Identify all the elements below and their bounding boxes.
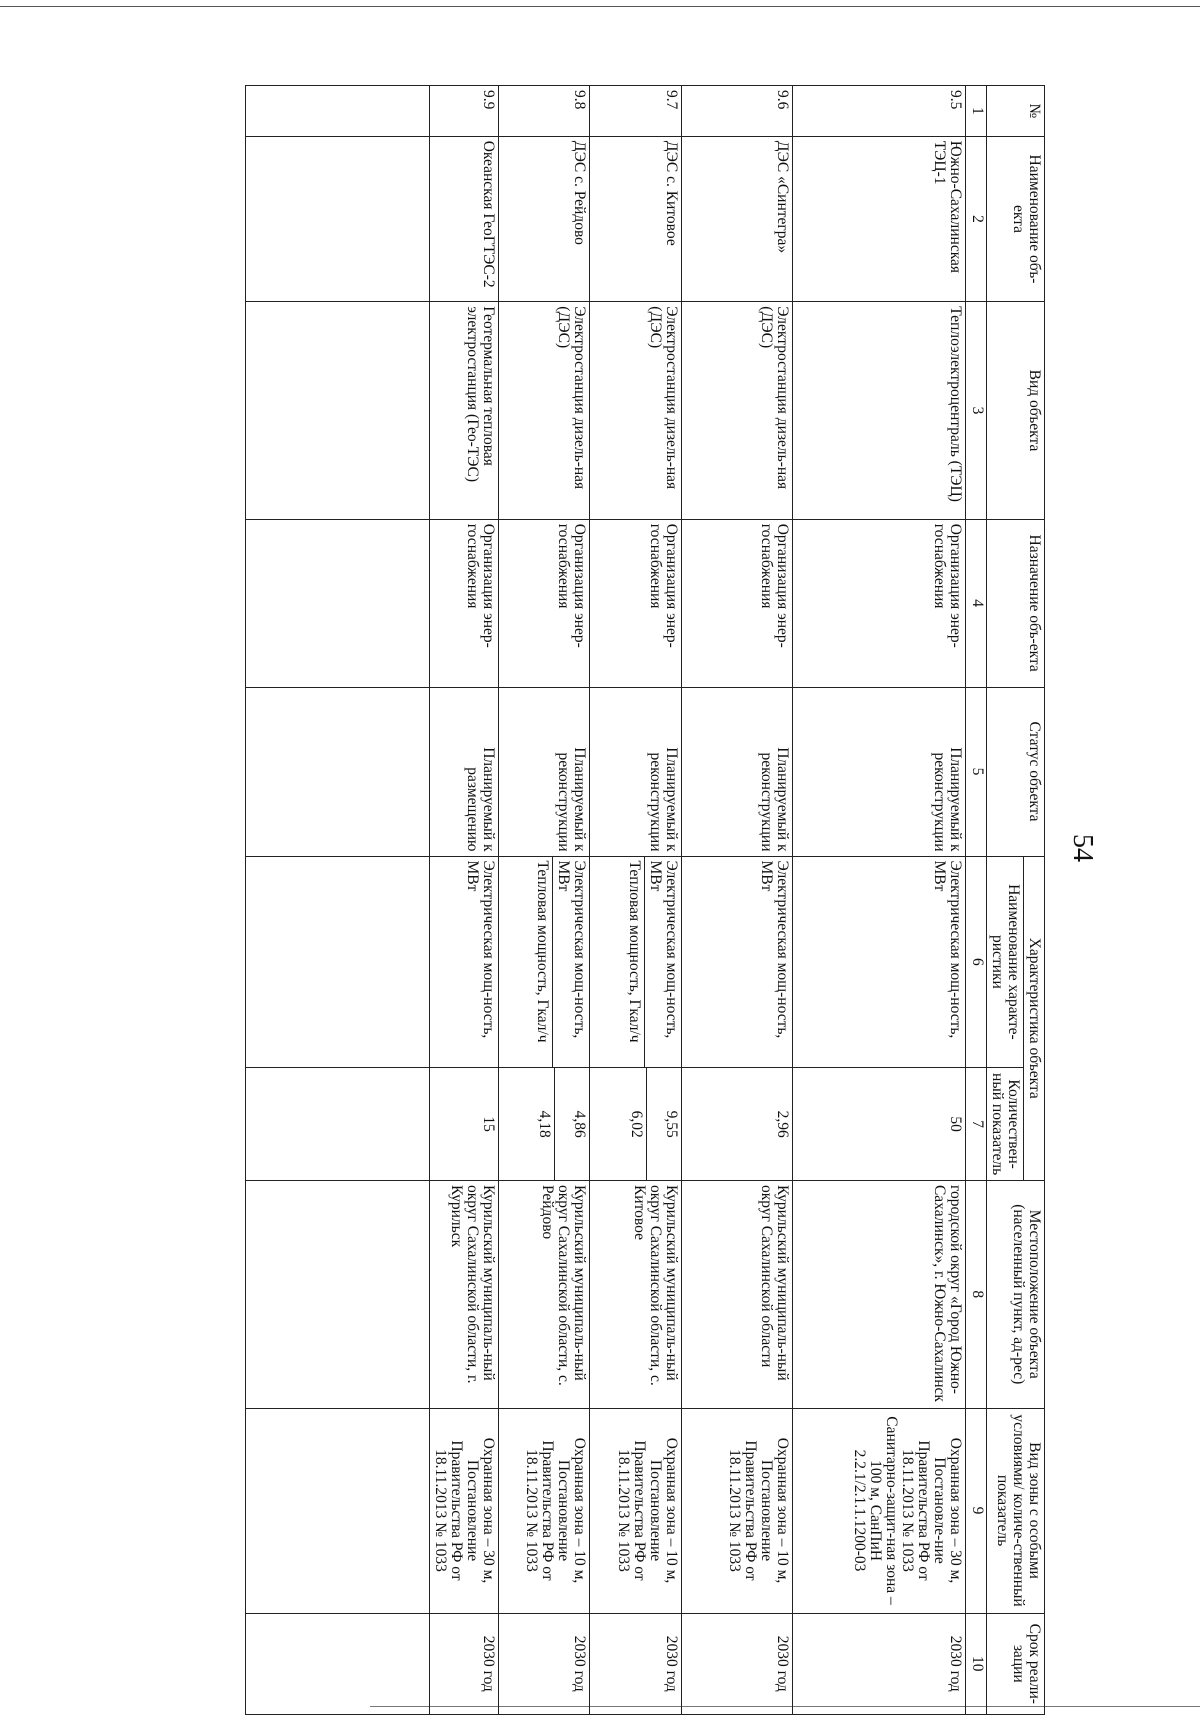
- cell-purpose: Организация энер-госнабжения: [793, 519, 966, 687]
- header-char-value: Количествен-ный показатель: [987, 1068, 1024, 1181]
- cell-char-name: [590, 856, 682, 1068]
- header-num: №: [987, 86, 1045, 137]
- header-type: Вид объекта: [987, 302, 1045, 519]
- cell-purpose: Организация энер-госнабжения: [590, 519, 682, 687]
- cell-num: 9.6: [682, 86, 793, 137]
- cell-type: Электростанция дизель-ная (ДЭС): [590, 302, 682, 519]
- cell-term: 2030 год: [590, 1613, 682, 1714]
- cell-location: Курильский муниципаль-ный округ Сахалинской области, с. Китовое: [590, 1180, 682, 1408]
- column-number: 2: [966, 136, 987, 302]
- cell-location: городской округ «Город Южно-Сахалинск», г. Южно-Сахалинск: [793, 1180, 966, 1408]
- char-value-secondary: 6,02: [628, 1068, 647, 1180]
- char-name-primary: Электрическая мощ-ность, МВт: [555, 860, 588, 1039]
- cell-char-name: Электрическая мощ-ность, МВт: [682, 856, 793, 1068]
- header-status: Статус объекта: [987, 687, 1045, 856]
- column-number: 9: [966, 1408, 987, 1613]
- table-body: [246, 86, 966, 1715]
- cell-status: Планируемый к реконструкции: [682, 687, 793, 856]
- empty-cell: [246, 136, 430, 302]
- empty-cell: [246, 1408, 430, 1613]
- cell-num: 9.8: [499, 86, 590, 137]
- column-number: 10: [966, 1613, 987, 1714]
- column-number: 7: [966, 1068, 987, 1181]
- char-name-primary: Электрическая мощ-ность, МВт: [647, 860, 680, 1039]
- char-name-secondary: Тепловая мощность, Гкал/ч: [534, 857, 553, 1068]
- cell-term: 2030 год: [793, 1613, 966, 1714]
- column-number: 6: [966, 856, 987, 1068]
- cell-zone: Охранная зона – 10 м, Постановление Правительства РФ от 18.11.2013 № 1033: [682, 1408, 793, 1613]
- table-row: [590, 86, 682, 1715]
- empty-cell: [246, 302, 430, 519]
- cell-status: Планируемый к реконструкции: [793, 687, 966, 856]
- page-number: 54: [1067, 834, 1098, 862]
- cell-location: Курильский муниципаль-ный округ Сахалинской области, г. Курильск: [430, 1180, 499, 1408]
- cell-status: Планируемый к реконструкции: [590, 687, 682, 856]
- cell-name: Южно-Сахалинская ТЭЦ-1: [793, 136, 966, 302]
- cell-location: Курильский муниципаль-ный округ Сахалинской области: [682, 1180, 793, 1408]
- facility-register-table: [245, 85, 1045, 1715]
- char-value-primary: 9,55: [663, 1110, 680, 1138]
- cell-name: ДЭС «Синтегра»: [682, 136, 793, 302]
- cell-char-value: [590, 1068, 682, 1181]
- cell-type: Электростанция дизель-ная (ДЭС): [682, 302, 793, 519]
- table-header: [966, 86, 1045, 1715]
- cell-name: ДЭС с. Китовое: [590, 136, 682, 302]
- table-row: [430, 86, 499, 1715]
- cell-char-value: 50: [793, 1068, 966, 1181]
- cell-char-value: 2,96: [682, 1068, 793, 1181]
- header-zone: Вид зоны с особыми условиями/ количе-ственный показатель: [987, 1408, 1045, 1613]
- cell-char-name: Электрическая мощ-ность, МВт: [793, 856, 966, 1068]
- cell-term: 2030 год: [682, 1613, 793, 1714]
- cell-num: 9.7: [590, 86, 682, 137]
- scan-edge-top: [0, 6, 1200, 7]
- empty-cell: [246, 1180, 430, 1408]
- cell-char-value: 15: [430, 1068, 499, 1181]
- cell-term: 2030 год: [430, 1613, 499, 1714]
- header-char-name: Наименование характе-ристики: [987, 856, 1024, 1068]
- cell-name: ДЭС с. Рейдово: [499, 136, 590, 302]
- cell-purpose: Организация энер-госнабжения: [430, 519, 499, 687]
- cell-type: Геотермальная тепловая электростанция (Гео-ТЭС): [430, 302, 499, 519]
- empty-cell: [246, 86, 430, 137]
- column-number: 3: [966, 302, 987, 519]
- rotated-table-container: [245, 85, 1045, 1715]
- cell-status: Планируемый к реконструкции: [499, 687, 590, 856]
- cell-status: Планируемый к размещению: [430, 687, 499, 856]
- column-number: 1: [966, 86, 987, 137]
- empty-cell: [246, 856, 430, 1068]
- cell-num: 9.9: [430, 86, 499, 137]
- cell-name: Океанская ГеоГТЭС-2: [430, 136, 499, 302]
- header-location: Местоположение объекта (населенный пункт, ад-рес): [987, 1180, 1045, 1408]
- cell-char-name: [499, 856, 590, 1068]
- empty-cell: [246, 519, 430, 687]
- header-term: Срок реали-зации: [987, 1613, 1045, 1714]
- cell-zone: Охранная зона – 30 м, Постановле-ние Правительства РФ от 18.11.2013 № 1033 Санитарно-защит-ная зона – 100 м, СанПиН 2.2.1/2.1.1.1200-03: [793, 1408, 966, 1613]
- table-row: [499, 86, 590, 1715]
- header-purpose: Назначение объ-екта: [987, 519, 1045, 687]
- cell-type: Электростанция дизель-ная (ДЭС): [499, 302, 590, 519]
- cell-zone: Охранная зона – 10 м, Постановление Правительства РФ от 18.11.2013 № 1033: [590, 1408, 682, 1613]
- cell-num: 9.5: [793, 86, 966, 137]
- table-row-empty: [246, 86, 430, 1715]
- cell-term: 2030 год: [499, 1613, 590, 1714]
- empty-cell: [246, 1068, 430, 1181]
- column-number: 8: [966, 1180, 987, 1408]
- cell-location: Курильский муниципаль-ный округ Сахалинской области, с. Рейдово: [499, 1180, 590, 1408]
- cell-type: Теплоэлектроцентраль (ТЭЦ): [793, 302, 966, 519]
- cell-char-value: [499, 1068, 590, 1181]
- cell-zone: Охранная зона – 10 м, Постановление Правительства РФ от 18.11.2013 № 1033: [499, 1408, 590, 1613]
- cell-zone: Охранная зона – 30 м, Постановление Правительства РФ от 18.11.2013 № 1033: [430, 1408, 499, 1613]
- header-characteristics: Характеристика объекта: [1024, 856, 1045, 1180]
- header-name: Наименование объ-екта: [987, 136, 1045, 302]
- empty-cell: [246, 687, 430, 856]
- cell-purpose: Организация энер-госнабжения: [682, 519, 793, 687]
- char-name-secondary: Тепловая мощность, Гкал/ч: [626, 857, 645, 1068]
- char-value-secondary: 4,18: [536, 1068, 555, 1180]
- char-value-primary: 4,86: [571, 1110, 588, 1138]
- column-number: 4: [966, 519, 987, 687]
- cell-purpose: Организация энер-госнабжения: [499, 519, 590, 687]
- table-row: [793, 86, 966, 1715]
- table-row: [682, 86, 793, 1715]
- column-number: 5: [966, 687, 987, 856]
- empty-cell: [246, 1613, 430, 1714]
- column-number-row: [966, 86, 987, 1715]
- cell-char-name: Электрическая мощ-ность, МВт: [430, 856, 499, 1068]
